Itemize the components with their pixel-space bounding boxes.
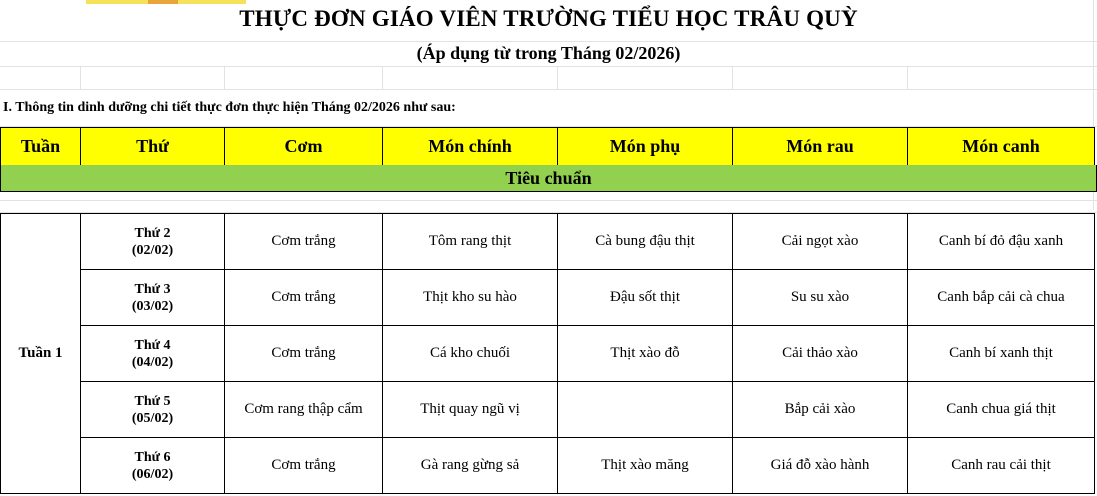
column-header-mon-canh: Món canh [908,128,1095,166]
day-date: (02/02) [131,242,174,258]
day-cell [81,270,225,326]
com-cell: Cơm rang thập cẩm [225,382,383,438]
day-date: (04/02) [131,354,174,370]
day-name: Thứ 6 [134,449,171,465]
mon-rau-cell: Giá đỗ xào hành [733,438,908,494]
mon-chinh-cell: Thịt kho su hào [383,270,558,326]
menu-table [0,213,1095,494]
standard-band: Tiêu chuẩn [0,165,1097,192]
mon-phu-cell: Thịt xào đỗ [558,326,733,382]
day-name: Thứ 2 [134,225,171,241]
table-row [1,326,1095,382]
mon-rau-cell: Cải ngọt xào [733,214,908,270]
mon-canh-cell: Canh bí đỏ đậu xanh [908,214,1095,270]
com-cell: Cơm trắng [225,326,383,382]
mon-chinh-cell: Tôm rang thịt [383,214,558,270]
day-cell [81,382,225,438]
mon-chinh-cell: Thịt quay ngũ vị [383,382,558,438]
column-header-mon-chinh: Món chính [383,128,558,166]
mon-canh-cell: Canh bí xanh thịt [908,326,1095,382]
day-name: Thứ 3 [134,281,171,297]
mon-canh-cell: Canh rau cải thịt [908,438,1095,494]
mon-rau-cell: Su su xào [733,270,908,326]
column-header-com: Cơm [225,128,383,166]
table-row [1,382,1095,438]
page-title: THỰC ĐƠN GIÁO VIÊN TRƯỜNG TIỂU HỌC TRÂU QUỲ [239,6,858,31]
mon-canh-cell: Canh bắp cải cà chua [908,270,1095,326]
column-header-mon-phu: Món phụ [558,128,733,166]
week-cell: Tuần 1 [1,214,81,494]
com-cell: Cơm trắng [225,270,383,326]
mon-rau-cell: Cải thảo xào [733,326,908,382]
logo-strip [86,0,246,4]
section-heading: I. Thông tin dinh dưỡng chi tiết thực đơn thực hiện Tháng 02/2026 như sau: [3,100,456,115]
mon-rau-cell: Bắp cải xào [733,382,908,438]
table-row [1,214,1095,270]
day-date: (06/02) [131,466,174,482]
com-cell: Cơm trắng [225,438,383,494]
mon-canh-cell: Canh chua giá thịt [908,382,1095,438]
day-name: Thứ 4 [134,337,171,353]
table-row [1,270,1095,326]
mon-phu-cell: Thịt xào măng [558,438,733,494]
mon-phu-cell: Đậu sốt thịt [558,270,733,326]
column-header-tuan: Tuần [1,128,81,166]
mon-phu-cell [558,382,733,438]
day-name: Thứ 5 [134,393,171,409]
day-cell [81,326,225,382]
day-date: (05/02) [131,410,174,426]
column-header-mon-rau: Món rau [733,128,908,166]
day-date: (03/02) [131,298,174,314]
page-subtitle: (Áp dụng từ trong Tháng 02/2026) [416,43,681,63]
mon-chinh-cell: Gà rang gừng sả [383,438,558,494]
com-cell: Cơm trắng [225,214,383,270]
column-header-row [0,127,1095,166]
mon-phu-cell: Cà bung đậu thịt [558,214,733,270]
table-row [1,438,1095,494]
day-cell [81,438,225,494]
mon-chinh-cell: Cá kho chuối [383,326,558,382]
column-header-thu: Thứ [81,128,225,166]
day-cell [81,214,225,270]
